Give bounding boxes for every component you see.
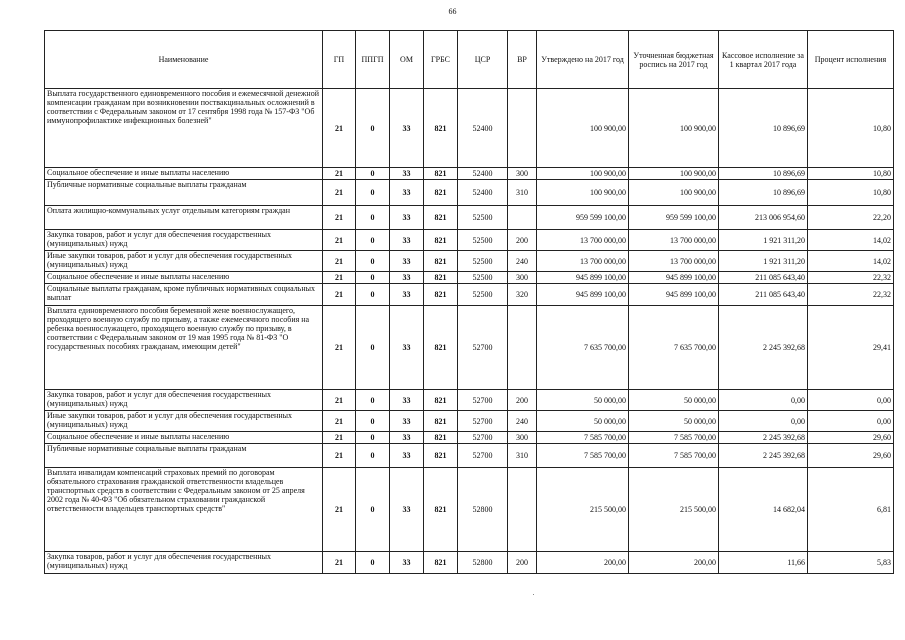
cell-grbs: 821	[424, 432, 458, 444]
cell-approved: 215 500,00	[537, 468, 629, 552]
table-header-row	[45, 31, 894, 89]
cell-percent: 10,80	[808, 180, 894, 206]
budget-table	[44, 30, 894, 574]
table-row	[45, 168, 894, 180]
cell-gp: 21	[323, 251, 356, 272]
cell-ppgp: 0	[356, 180, 390, 206]
cell-csr: 52500	[458, 230, 508, 251]
cell-vr: 200	[508, 230, 537, 251]
cell-ppgp: 0	[356, 468, 390, 552]
cell-approved: 100 900,00	[537, 89, 629, 168]
cell-gp: 21	[323, 411, 356, 432]
cell-csr: 52500	[458, 284, 508, 306]
cell-percent: 10,80	[808, 89, 894, 168]
cell-refined: 7 585 700,00	[629, 432, 719, 444]
cell-cash: 1 921 311,20	[719, 230, 808, 251]
cell-ppgp: 0	[356, 306, 390, 390]
page-number: 66	[448, 7, 457, 16]
cell-ppgp: 0	[356, 206, 390, 230]
col-header-csr: ЦСР	[458, 31, 508, 89]
cell-percent: 6,81	[808, 468, 894, 552]
cell-grbs: 821	[424, 230, 458, 251]
cell-cash: 2 245 392,68	[719, 432, 808, 444]
cell-cash: 10 896,69	[719, 89, 808, 168]
cell-gp: 21	[323, 168, 356, 180]
table-row	[45, 89, 894, 168]
cell-gp: 21	[323, 552, 356, 574]
cell-refined: 7 635 700,00	[629, 306, 719, 390]
cell-grbs: 821	[424, 468, 458, 552]
cell-percent: 5,83	[808, 552, 894, 574]
cell-cash: 2 245 392,68	[719, 306, 808, 390]
cell-gp: 21	[323, 180, 356, 206]
cell-gp: 21	[323, 306, 356, 390]
cell-percent: 22,32	[808, 284, 894, 306]
cell-cash: 0,00	[719, 390, 808, 411]
table-row	[45, 390, 894, 411]
cell-grbs: 821	[424, 251, 458, 272]
col-header-ppgp: ППГП	[356, 31, 390, 89]
cell-percent: 29,60	[808, 432, 894, 444]
cell-approved: 13 700 000,00	[537, 230, 629, 251]
cell-vr: 300	[508, 432, 537, 444]
cell-percent: 22,32	[808, 272, 894, 284]
cell-om: 33	[390, 206, 424, 230]
cell-approved: 7 585 700,00	[537, 432, 629, 444]
cell-csr: 52400	[458, 89, 508, 168]
cell-om: 33	[390, 168, 424, 180]
cell-cash: 0,00	[719, 411, 808, 432]
cell-grbs: 821	[424, 180, 458, 206]
cell-cash: 10 896,69	[719, 168, 808, 180]
cell-name: Закупка товаров, работ и услуг для обеспечения государственных (муниципальных) нужд	[45, 390, 323, 411]
cell-percent: 10,80	[808, 168, 894, 180]
col-header-percent: Процент исполнения	[808, 31, 894, 89]
table-row	[45, 272, 894, 284]
cell-vr	[508, 306, 537, 390]
cell-om: 33	[390, 552, 424, 574]
col-header-refined: Уточненная бюджетная роспись на 2017 год	[629, 31, 719, 89]
cell-refined: 945 899 100,00	[629, 284, 719, 306]
cell-name: Социальное обеспечение и иные выплаты населению	[45, 272, 323, 284]
table-row	[45, 180, 894, 206]
cell-ppgp: 0	[356, 168, 390, 180]
cell-approved: 50 000,00	[537, 390, 629, 411]
cell-ppgp: 0	[356, 432, 390, 444]
col-header-approved: Утверждено на 2017 год	[537, 31, 629, 89]
cell-refined: 100 900,00	[629, 180, 719, 206]
table-row	[45, 251, 894, 272]
cell-cash: 211 085 643,40	[719, 284, 808, 306]
table-row	[45, 444, 894, 468]
scan-speck	[533, 594, 534, 595]
cell-approved: 100 900,00	[537, 168, 629, 180]
cell-gp: 21	[323, 272, 356, 284]
cell-name: Выплата государственного единовременного пособия и ежемесячной денежной компенсации гражданам при возникновении поствакцинальных осложнений в соответствии с Федеральным законом от 17 сентября 1998 года № 157-ФЗ "Об иммунопрофилактике инфекционных болезней"	[45, 89, 323, 168]
cell-gp: 21	[323, 432, 356, 444]
cell-gp: 21	[323, 390, 356, 411]
cell-vr: 240	[508, 251, 537, 272]
cell-gp: 21	[323, 444, 356, 468]
cell-cash: 213 006 954,60	[719, 206, 808, 230]
cell-ppgp: 0	[356, 552, 390, 574]
cell-csr: 52400	[458, 180, 508, 206]
cell-csr: 52800	[458, 468, 508, 552]
cell-name: Закупка товаров, работ и услуг для обеспечения государственных (муниципальных) нужд	[45, 552, 323, 574]
cell-percent: 22,20	[808, 206, 894, 230]
cell-grbs: 821	[424, 552, 458, 574]
cell-gp: 21	[323, 284, 356, 306]
cell-approved: 959 599 100,00	[537, 206, 629, 230]
cell-vr	[508, 206, 537, 230]
table-row	[45, 552, 894, 574]
cell-vr: 300	[508, 168, 537, 180]
cell-percent: 29,41	[808, 306, 894, 390]
cell-cash: 2 245 392,68	[719, 444, 808, 468]
cell-csr: 52400	[458, 168, 508, 180]
cell-vr: 240	[508, 411, 537, 432]
cell-grbs: 821	[424, 284, 458, 306]
cell-refined: 50 000,00	[629, 411, 719, 432]
cell-name: Выплата единовременного пособия беременной жене военнослужащего, проходящего военную службу по призыву, а также ежемесячного пособия на ребенка военнослужащего, проходящего военную службу по призыву, в соответствии с Федеральным законом от 19 мая 1995 года № 81-ФЗ "О государственных пособиях гражданам, имеющим детей"	[45, 306, 323, 390]
cell-name: Закупка товаров, работ и услуг для обеспечения государственных (муниципальных) нужд	[45, 230, 323, 251]
cell-vr: 200	[508, 390, 537, 411]
cell-vr: 310	[508, 180, 537, 206]
cell-csr: 52700	[458, 444, 508, 468]
cell-percent: 14,02	[808, 230, 894, 251]
cell-name: Социальное обеспечение и иные выплаты населению	[45, 168, 323, 180]
table-row	[45, 206, 894, 230]
table-row	[45, 284, 894, 306]
table-row	[45, 432, 894, 444]
cell-ppgp: 0	[356, 272, 390, 284]
cell-om: 33	[390, 89, 424, 168]
cell-approved: 13 700 000,00	[537, 251, 629, 272]
cell-refined: 100 900,00	[629, 89, 719, 168]
cell-gp: 21	[323, 468, 356, 552]
cell-refined: 7 585 700,00	[629, 444, 719, 468]
col-header-gp: ГП	[323, 31, 356, 89]
table-row	[45, 468, 894, 552]
cell-refined: 13 700 000,00	[629, 251, 719, 272]
cell-approved: 100 900,00	[537, 180, 629, 206]
cell-grbs: 821	[424, 206, 458, 230]
cell-om: 33	[390, 251, 424, 272]
cell-name: Иные закупки товаров, работ и услуг для обеспечения государственных (муниципальных) нужд	[45, 251, 323, 272]
cell-approved: 50 000,00	[537, 411, 629, 432]
cell-name: Публичные нормативные социальные выплаты гражданам	[45, 444, 323, 468]
cell-csr: 52800	[458, 552, 508, 574]
cell-csr: 52700	[458, 432, 508, 444]
cell-percent: 0,00	[808, 411, 894, 432]
cell-refined: 13 700 000,00	[629, 230, 719, 251]
cell-approved: 7 585 700,00	[537, 444, 629, 468]
cell-ppgp: 0	[356, 284, 390, 306]
cell-ppgp: 0	[356, 411, 390, 432]
cell-vr: 310	[508, 444, 537, 468]
cell-om: 33	[390, 284, 424, 306]
cell-percent: 0,00	[808, 390, 894, 411]
cell-refined: 215 500,00	[629, 468, 719, 552]
cell-om: 33	[390, 230, 424, 251]
cell-om: 33	[390, 411, 424, 432]
cell-approved: 7 635 700,00	[537, 306, 629, 390]
cell-gp: 21	[323, 206, 356, 230]
cell-ppgp: 0	[356, 251, 390, 272]
cell-om: 33	[390, 444, 424, 468]
cell-grbs: 821	[424, 444, 458, 468]
cell-csr: 52500	[458, 251, 508, 272]
col-header-cash: Кассовое исполнение за 1 квартал 2017 года	[719, 31, 808, 89]
cell-approved: 945 899 100,00	[537, 272, 629, 284]
cell-gp: 21	[323, 230, 356, 251]
cell-csr: 52500	[458, 272, 508, 284]
cell-refined: 100 900,00	[629, 168, 719, 180]
col-header-grbs: ГРБС	[424, 31, 458, 89]
cell-approved: 945 899 100,00	[537, 284, 629, 306]
cell-om: 33	[390, 468, 424, 552]
cell-refined: 50 000,00	[629, 390, 719, 411]
col-header-vr: ВР	[508, 31, 537, 89]
cell-refined: 959 599 100,00	[629, 206, 719, 230]
cell-refined: 945 899 100,00	[629, 272, 719, 284]
cell-grbs: 821	[424, 306, 458, 390]
cell-refined: 200,00	[629, 552, 719, 574]
cell-vr: 320	[508, 284, 537, 306]
cell-grbs: 821	[424, 168, 458, 180]
cell-vr: 200	[508, 552, 537, 574]
cell-name: Оплата жилищно-коммунальных услуг отдельным категориям граждан	[45, 206, 323, 230]
cell-percent: 14,02	[808, 251, 894, 272]
cell-cash: 1 921 311,20	[719, 251, 808, 272]
cell-grbs: 821	[424, 89, 458, 168]
cell-grbs: 821	[424, 411, 458, 432]
cell-approved: 200,00	[537, 552, 629, 574]
cell-percent: 29,60	[808, 444, 894, 468]
cell-ppgp: 0	[356, 444, 390, 468]
table-row	[45, 230, 894, 251]
cell-csr: 52500	[458, 206, 508, 230]
cell-gp: 21	[323, 89, 356, 168]
col-header-om: ОМ	[390, 31, 424, 89]
cell-om: 33	[390, 180, 424, 206]
table-row	[45, 411, 894, 432]
cell-grbs: 821	[424, 390, 458, 411]
cell-om: 33	[390, 306, 424, 390]
cell-cash: 211 085 643,40	[719, 272, 808, 284]
cell-vr: 300	[508, 272, 537, 284]
cell-csr: 52700	[458, 411, 508, 432]
cell-name: Иные закупки товаров, работ и услуг для обеспечения государственных (муниципальных) нужд	[45, 411, 323, 432]
cell-om: 33	[390, 390, 424, 411]
cell-name: Выплата инвалидам компенсаций страховых премий по договорам обязательного страхования гражданской ответственности владельцев транспортных средств в соответствии с Федеральным законом от 25 апреля 2002 года № 40-ФЗ "Об обязательном страховании гражданской ответственности владельцев транспортных средств"	[45, 468, 323, 552]
cell-cash: 11,66	[719, 552, 808, 574]
table-row	[45, 306, 894, 390]
cell-ppgp: 0	[356, 390, 390, 411]
cell-name: Публичные нормативные социальные выплаты гражданам	[45, 180, 323, 206]
cell-om: 33	[390, 432, 424, 444]
cell-vr	[508, 89, 537, 168]
col-header-name: Наименование	[45, 31, 323, 89]
cell-ppgp: 0	[356, 230, 390, 251]
cell-name: Социальные выплаты гражданам, кроме публичных нормативных социальных выплат	[45, 284, 323, 306]
cell-name: Социальное обеспечение и иные выплаты населению	[45, 432, 323, 444]
cell-cash: 14 682,04	[719, 468, 808, 552]
cell-ppgp: 0	[356, 89, 390, 168]
cell-csr: 52700	[458, 306, 508, 390]
cell-grbs: 821	[424, 272, 458, 284]
cell-vr	[508, 468, 537, 552]
cell-om: 33	[390, 272, 424, 284]
cell-csr: 52700	[458, 390, 508, 411]
cell-cash: 10 896,69	[719, 180, 808, 206]
